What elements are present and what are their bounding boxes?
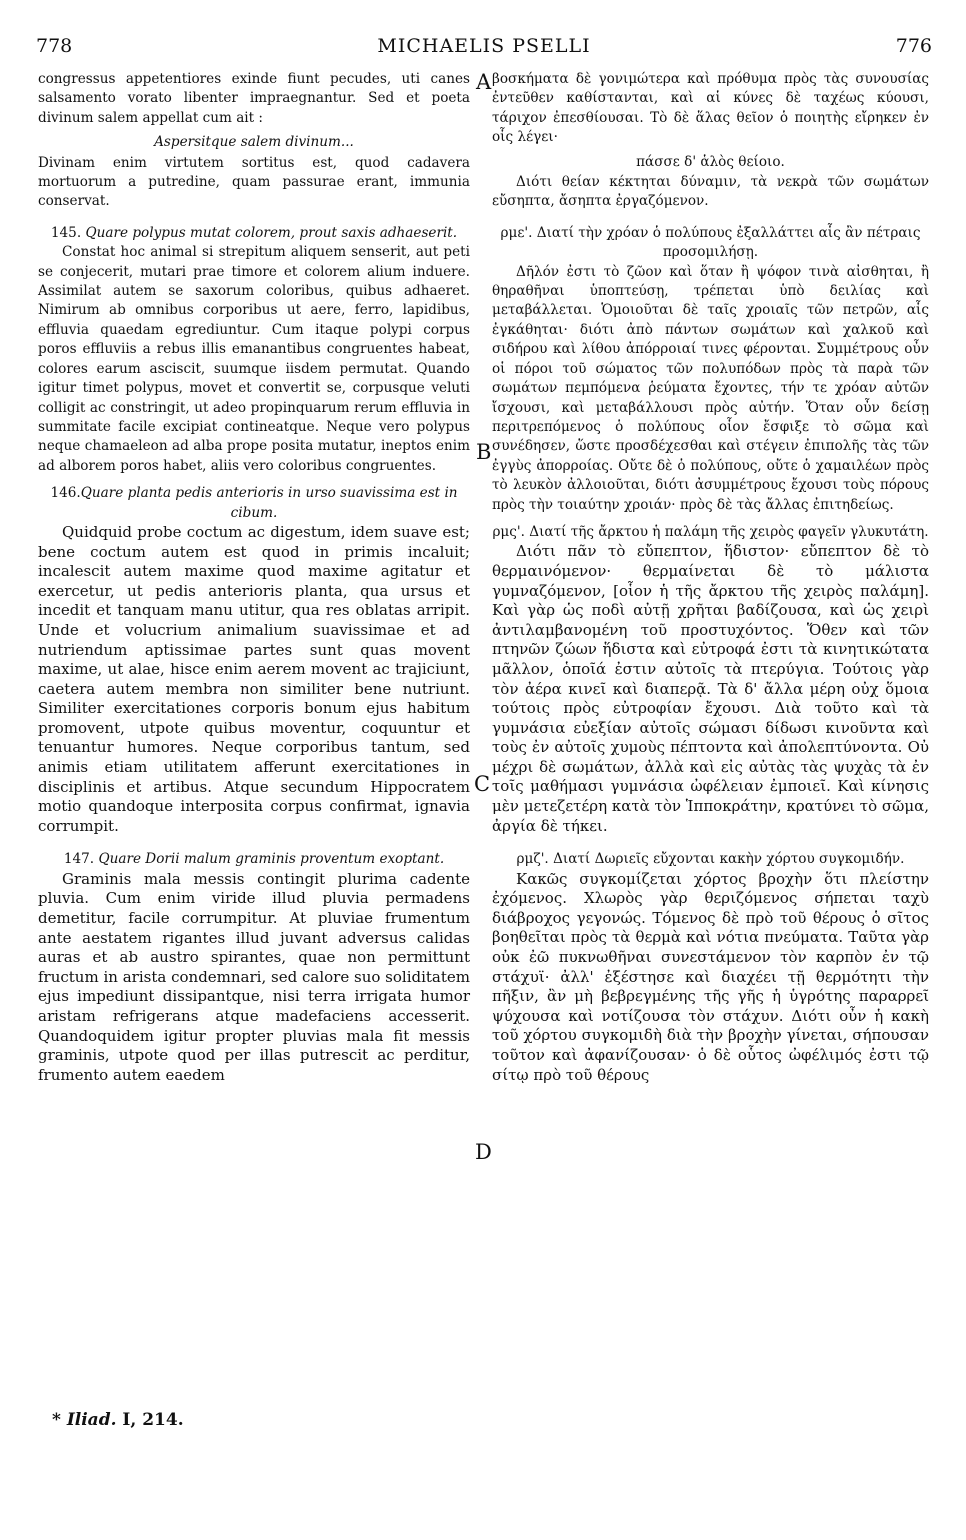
section-number: 146.: [50, 485, 81, 502]
latin-section-147-text: Graminis mala messis contingit plurima cadente pluvia. Cum enim viride illud pluvia permadens demetitur, facile corrumpitur. At pluviae frumentum ante aestatem rigantes illud juvant adversus calidas auras et ab austro spirantes, quae non permittunt fructum in arista condemnari, sed calore suo soliditatem ejus impediunt dissipantque, nisi terra irrigata humor aristam refrigerans atque madefaciens accesserit. Quandoquidem igitur propter pluvias mala fit messis graminis, utpote quod per illas putrescit ac perditur, frumento autem eaedem: [38, 869, 470, 1084]
latin-section-147-title: [38, 850, 470, 869]
section-number: 145.: [50, 224, 82, 241]
latin-section-146-title: [38, 484, 470, 523]
footnote-location: I, 214.: [116, 1410, 184, 1430]
margin-letter-d: D: [475, 1140, 492, 1164]
latin-column: [38, 70, 470, 1085]
margin-letter-b: B: [476, 440, 492, 464]
greek-intro-paragraph-2: Διότι θείαν κέκτηται δύναμιν, τὰ νεκρὰ τῶν σωμάτων εὔσηπτα, ἄσηπτα ἐργαζόμενον.: [492, 174, 929, 210]
section-title: Quare polypus mutat colorem, prout saxis adhaeserit.: [85, 224, 458, 241]
greek-section-147-title: ρμζ'. Διατί Δωριεῖς εὔχονται κακὴν χόρτου συγκομιδήν.: [516, 851, 905, 868]
greek-section-146-title: ρμς'. Διατί τῆς ἄρκτου ἡ παλάμη τῆς χειρὸς φαγεῖν γλυκυτάτη.: [492, 523, 929, 540]
footnote-marker: *: [52, 1410, 61, 1430]
greek-intro-verse: πάσσε δ' ἁλὸς θείοιο.: [636, 153, 785, 170]
footnote: [52, 1410, 184, 1430]
greek-column: [492, 70, 929, 1085]
section-title: Quare planta pedis anterioris in urso suavissima est in cibum.: [80, 485, 458, 521]
greek-section-145-text: Δῆλόν ἐστι τὸ ζῶον καὶ ὅταν ἢ ψόφον τινὰ αἰσθηται, ἢ θηραθῆναι ὑποπτεύσῃ, τρέπεται ὑπὸ δειλίας καὶ μεταβάλλεται. Ὁμοιοῦται δὲ ταῖς χροιαῖς τῶν πετρῶν, αἷς ἐγκάθηται· διότι ἀπὸ πάντων σωμάτων καὶ χαλκοῦ καὶ σιδήρου καὶ λίθου ἀπόρροιαί τινες φέρονται. Συμμέτρους οὖν οἱ πόροι τοῦ σώματος τῶν πολυπόδων πρὸς τὰ παρὰ τῶν σωμάτων πεμπόμενα ῥεύματα ἔχοντες, τήν τε χρόαν αὐτῶν ἴσχουσι, καὶ μεταβάλλουσι πρὸς αὐτήν. Ὅταν οὖν δείσῃ περιτρεπόμενος ὁ πολύπους οἷον ἔσφιξε τὸ σῶμα καὶ συνέδησεν, ὥστε προσδέχεσθαι καὶ στέγειν ἐπιπολῆς τὰς τῶν ἐγγὺς ἀπορροίας. Οὔτε δὲ ὁ πολύπους, οὔτε ὁ χαμαιλέων πρὸς τὸ λευκὸν ἀλλοιοῦται, διότι ἀσυμμέτρους ἔχουσι τοὺς πόρους πρὸς τὴν τοιαύτην χροιάν· πρὸς δὲ τὰς ἄλλας ἐπιτηδείως.: [492, 263, 929, 513]
page-header: [36, 34, 932, 58]
latin-section-145-title: [38, 224, 470, 243]
greek-intro-paragraph: βοσκήματα δὲ γονιμώτερα καὶ πρόθυμα πρὸς τὰς συνουσίας ἐντεῦθεν καθίστανται, καὶ αἱ κύνες δὲ ταχέως κύουσι, τάριχον ἐπεσθίουσαι. Τὸ δὲ ἅλας θεῖον ὁ ποιητὴς εἴρηκεν ἐν οἷς λέγει·: [492, 71, 929, 146]
greek-section-146-text: Διότι πᾶν τὸ εὔπεπτον, ἥδιστον· εὔπεπτον δὲ τὸ θερμαινόμενον· θερμαίνεται δὲ τὸ μάλιστα γυμναζόμενον, [οἷον ἡ τῆς ἄρκτου τῆς χειρὸς παλάμη]. Καὶ γὰρ ὡς ποδὶ αὐτῇ χρῆται βαδίζουσα, καὶ ὡς χειρὶ ἀντιλαμβανομένη τοῦ προστυχόντος. Ὅθεν καὶ τῶν πτηνῶν ζώων ἥδιστα καὶ εὐτροφά ἐστι τὰ κινητικώτατα μᾶλλον, ὁποῖά ἐστιν αὐτοῖς τὰ πτερύγια. Τούτοις γὰρ τὸν ἀέρα κινεῖ καὶ διαπερᾷ. Τὰ δ' ἄλλα μέρη οὐχ ὅμοια τούτοις πρὸς εὐτροφίαν ἔχουσι. Διὰ τοῦτο καὶ τὰ γυμνάσια εὐεξίαν αὐτοῖς σώμασι δίδωσι κινοῦντα καὶ τοὺς ἐν αὐτοῖς χυμοὺς πέπτοντα καὶ ἀπολεπτύνοντα. Οὐ μέχρι δὲ σωμάτων, ἀλλὰ καὶ εἰς αὐτὰς τὰς ψυχὰς τὰ ἐν τοῖς μαθήμασι γυμνάσια ὠφέλειαν ἐμποιεῖ. Καὶ κίνησις μὲν μετεζετέρη κατὰ τὸν Ἱπποκράτην, κρατύνει τὸ σῶμα, ἀργία δὲ τήκει.: [492, 542, 929, 835]
margin-letter-a: A: [476, 70, 492, 94]
page-number-right: 776: [895, 35, 932, 57]
section-number: 147.: [63, 851, 95, 868]
running-head: MICHAELIS PSELLI: [377, 35, 591, 57]
margin-letter-c: C: [474, 772, 491, 796]
page-number-left: 778: [36, 35, 73, 57]
footnote-reference: Iliad.: [66, 1410, 117, 1430]
latin-section-145-text: Constat hoc animal si strepitum aliquem senserit, aut peti se conjecerit, mutari prae timore et colorem alium induere. Assimilat autem se saxorum coloribus, quibus adhaeret. Nimirum ab omnibus corporibus ut aere, ferro, lapidibus, effluvia quaedam egrediuntur. Cum itaque polypi corpus poros effluviis a rebus illis emanantibus congruentes habeat, colores earum asciscit, suumque iisdem permutat. Quando igitur timet polypus, movet et convertit se, corpusque veluti colligit ac constringit, ut adeo propinquarum rerum effluvia in summitate facile excipiat contineatque. Neque vero polypus neque chamaeleon ad alba prope posita mutatur, ineptos enim ad alborem poros habet, aliis vero coloribus congruentes.: [38, 244, 470, 474]
latin-section-146-text: Quidquid probe coctum ac digestum, idem suave est; bene coctum autem est quod in primis incaluit; incalescit autem maxime quod maxime agitatur et exercetur, ut pedis anterioris planta, qua ursus et incedit et tanquam manu utitur, qua res oblatas arripit. Unde et volucrium animalium suavissimae et ad nutriendum aptissimae partes sunt quas movent maxime, ut alae, hisce enim aerem movent ac trajiciunt, caetera autem membra non similiter bene nutriunt. Similiter exercitationes corporis bonum ejus habitum promovent, utpote quibus moventur, coquuntur et tenuantur humores. Neque corporibus tantum, sed animis etiam utilitatem afferunt exercitationes in disciplinis et artibus. Atque secundum Hippocratem motio quandoque interposita corpus confirmat, ignavia corrumpit.: [38, 522, 470, 835]
latin-intro-paragraph-2: Divinam enim virtutem sortitus est, quod cadavera mortuorum a putredine, quam passurae erant, immunia conservat.: [38, 154, 470, 210]
greek-section-147-text: Κακῶς συγκομίζεται χόρτος βροχὴν ὅτι πλείστην ἐχόμενος. Χλωρὸς γὰρ θεριζόμενος σήπεται ταχὺ διάβροχος γεγονώς. Τόμενος δὲ πρὸ τοῦ θέρους ὁ σῖτος βοηθεῖται πρὸς τὰ θερμὰ καὶ νότια πνεύματα. Ταῦτα γὰρ οὐκ ἐῶ πυκνωθῆναι συνεστάμενον τὸν καρπὸν ἐν τῷ στάχυϊ· ἀλλ' ἐξέστησε καὶ διαχέει τῇ θερμότητι τὴν πῆξιν, ἂν μὴ βεβρεγμένης τῆς γῆς ἡ ὑγρότης παραρρεῖ ψύχουσα καὶ νοτίζουσα τὸν στάχυν. Διότι οὖν ἡ κακὴ τοῦ χόρτου συγκομιδὴ διὰ τὴν βροχὴν γίνεται, σήπουσαν τοῦτον καὶ ἀφανίζουσαν· ὁ δὲ οὗτος ὠφέλιμός ἐστι τῷ σίτῳ πρὸ τοῦ θέρους: [492, 869, 929, 1084]
greek-section-145-title: ρμε'. Διατί τὴν χρόαν ὁ πολύπους ἐξαλλάττει αἷς ἂν πέτραις προσομιλήσῃ.: [500, 224, 921, 261]
section-title: Quare Dorii malum graminis proventum exoptant.: [98, 851, 445, 868]
latin-intro-paragraph: congressus appetentiores exinde fiunt pecudes, uti canes salsamento vorato libenter impraegnantur. Sed et poeta divinum salem appellat cum ait :: [38, 71, 470, 126]
latin-intro-quote: Aspersitque salem divinum...: [154, 134, 354, 151]
